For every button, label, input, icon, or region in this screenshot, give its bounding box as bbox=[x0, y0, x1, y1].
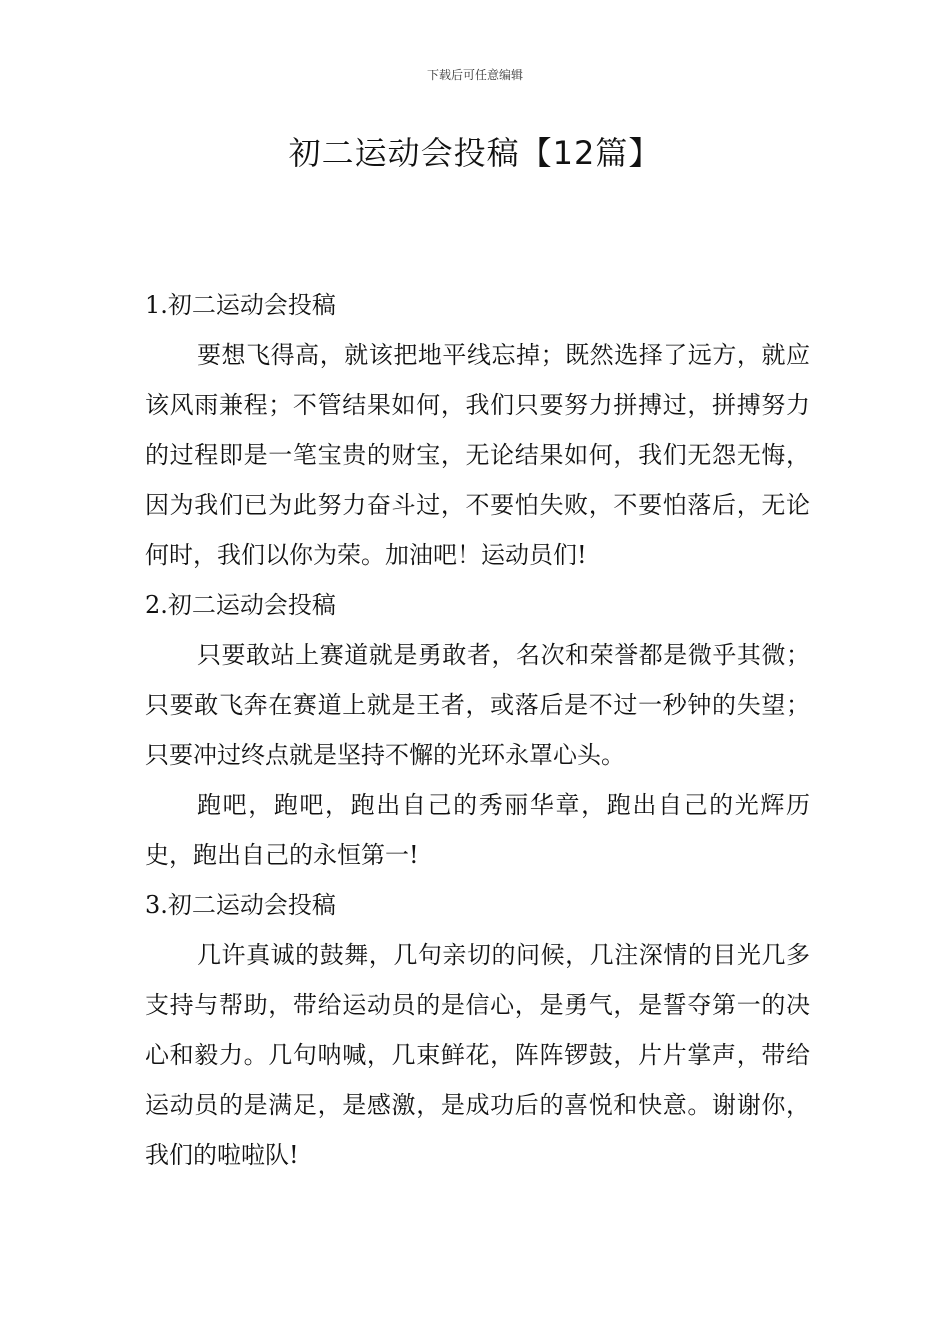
section-heading-3: 3.初二运动会投稿 bbox=[145, 891, 336, 919]
section-heading-1: 1.初二运动会投稿 bbox=[145, 291, 336, 319]
document-body bbox=[145, 280, 810, 1180]
document-title: 初二运动会投稿【12篇】 bbox=[288, 134, 662, 172]
section-heading-2: 2.初二运动会投稿 bbox=[145, 591, 336, 619]
header-note: 下载后可任意编辑 bbox=[426, 68, 523, 82]
section-3-paragraph-1: 几许真诚的鼓舞，几句亲切的问候，几注深情的目光几多支持与帮助，带给运动员的是信心，是勇气，是誓夺第一的决心和毅力。几句呐喊，几束鲜花，阵阵锣鼓，片片掌声，带给运动员的是满足，是感激，是成功后的喜悦和快意。谢谢你，我们的啦啦队! bbox=[145, 941, 810, 1169]
section-2-paragraph-1: 只要敢站上赛道就是勇敢者，名次和荣誉都是微乎其微；只要敢飞奔在赛道上就是王者，或落后是不过一秒钟的失望；只要冲过终点就是坚持不懈的光环永罩心头。 bbox=[145, 641, 810, 769]
section-1-paragraph-1: 要想飞得高，就该把地平线忘掉；既然选择了远方，就应该风雨兼程；不管结果如何，我们只要努力拼搏过，拼搏努力的过程即是一笔宝贵的财宝，无论结果如何，我们无怨无悔，因为我们已为此努力奋斗过，不要怕失败，不要怕落后，无论何时，我们以你为荣。加油吧！运动员们! bbox=[145, 341, 810, 569]
section-2-paragraph-2: 跑吧，跑吧，跑出自己的秀丽华章，跑出自己的光辉历史，跑出自己的永恒第一! bbox=[145, 791, 810, 869]
